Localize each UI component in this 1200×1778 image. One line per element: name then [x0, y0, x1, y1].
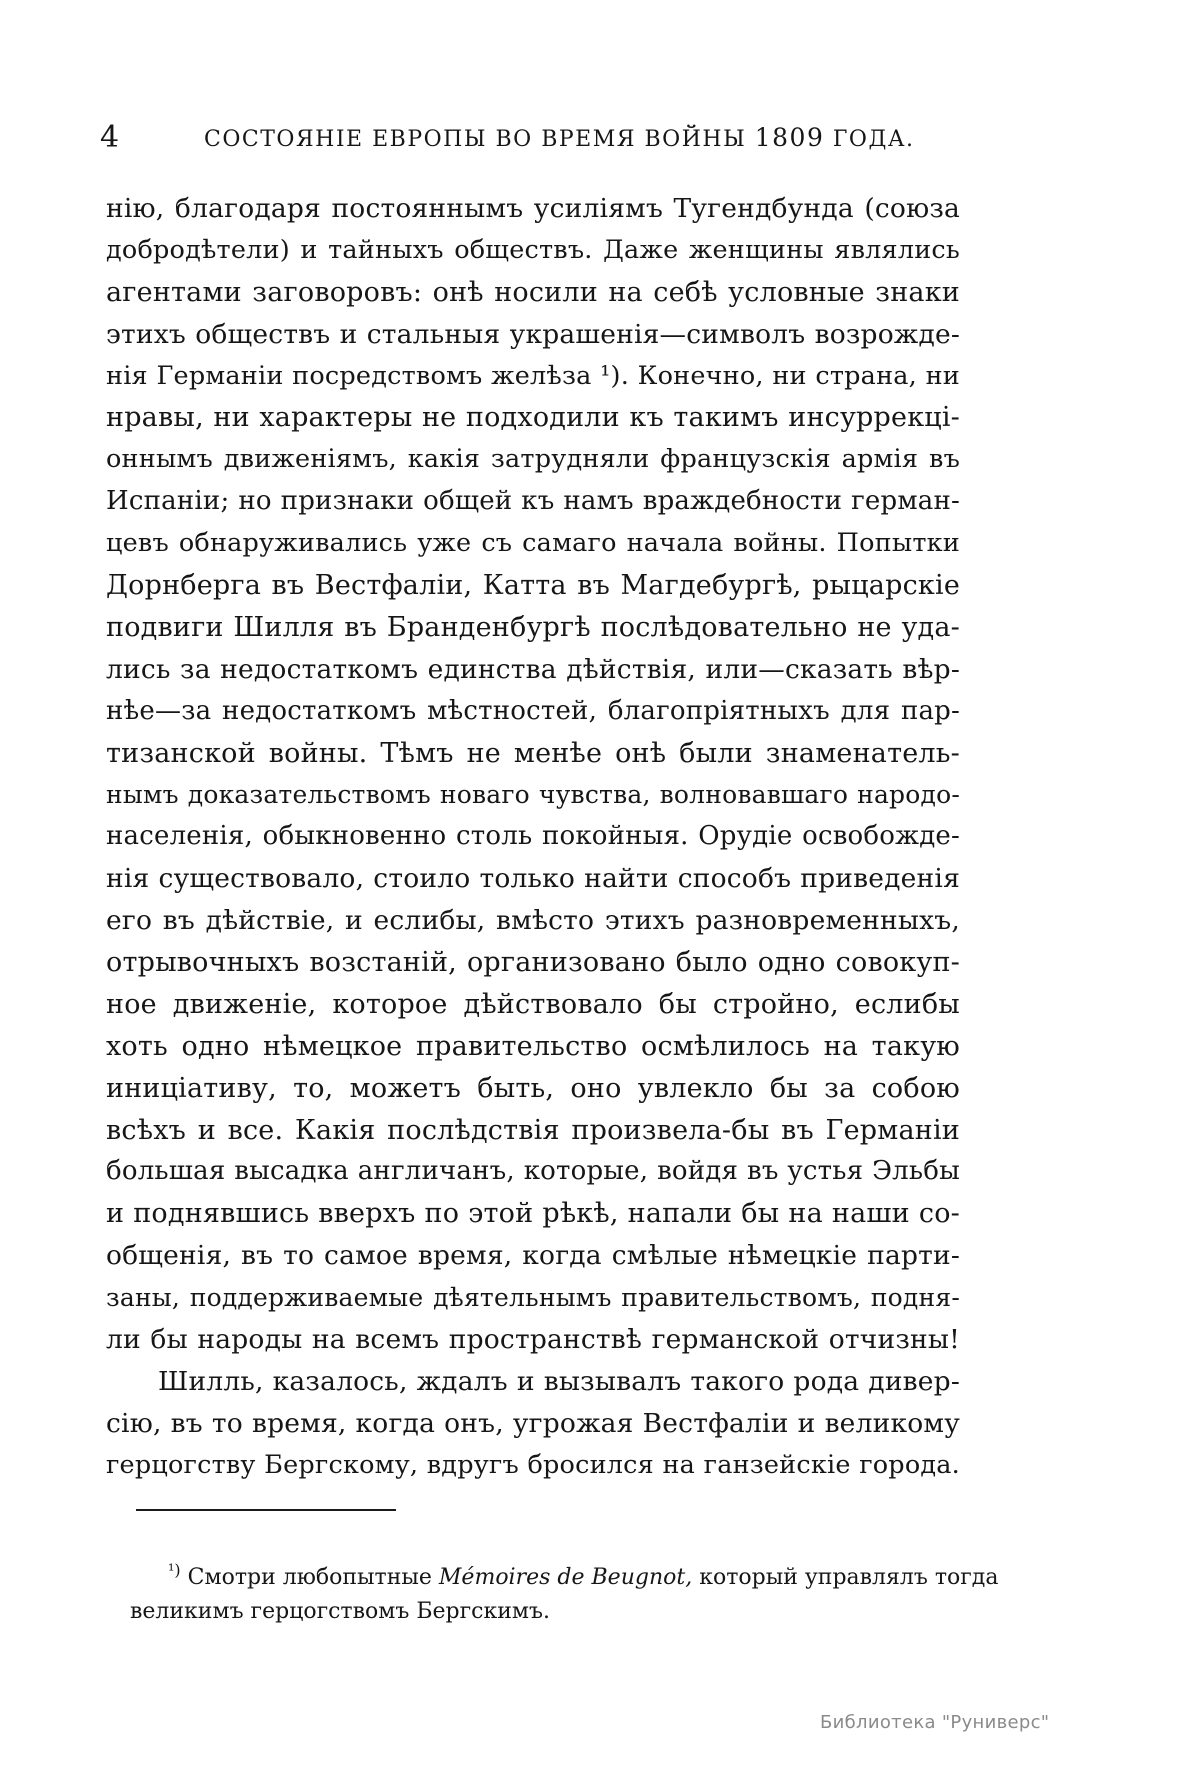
text-line: нія существовало, стоило только найти способъ приведенія [106, 863, 960, 895]
text-line: нія Германіи посредствомъ желѣза ¹). Конечно, ни страна, ни [106, 360, 960, 391]
text-line: ли бы народы на всемъ пространствѣ германской отчизны! [106, 1324, 960, 1356]
footnote-text-after: который управлялъ тогда [692, 1565, 999, 1590]
text-line: заны, поддерживаемые дѣятельнымъ правительствомъ, подня- [106, 1283, 960, 1313]
page-number: 4 [100, 120, 120, 155]
text-line: хоть одно нѣмецкое правительство осмѣлилось на такую [106, 1030, 960, 1062]
text-line: лись за недостаткомъ единства дѣйствія, или—сказать вѣр- [106, 653, 960, 685]
text-line: общенія, въ то самое время, когда смѣлые нѣмецкіе парти- [106, 1240, 960, 1272]
footnote-mark: ¹) [168, 1560, 181, 1580]
body-text [106, 188, 960, 1487]
text-line: его въ дѣйствіе, и еслибы, вмѣсто этихъ разновременныхъ, [106, 905, 960, 937]
running-head-end: ГОДА. [824, 127, 915, 152]
text-line: нію, благодаря постояннымъ усиліямъ Тугендбунда (союза [106, 193, 960, 224]
text-line: отрывочныхъ возстаній, организовано было одно совокуп- [106, 947, 960, 979]
text-line: и поднявшись вверхъ по этой рѣкѣ, напали бы на наши со- [106, 1198, 960, 1230]
footnote-line [130, 1560, 999, 1595]
text-line: добродѣтели) и тайныхъ обществъ. Даже женщины являлись [106, 234, 960, 265]
text-line: населенія, обыкновенно столь покойныя. Орудіе освобожде- [106, 821, 960, 852]
footnote-line: великимъ герцогствомъ Бергскимъ. [130, 1599, 550, 1624]
text-line: ное движеніе, которое дѣйствовало бы стройно, еслибы [106, 988, 960, 1020]
text-line: герцогству Бергскому, вдругъ бросился на ганзейскіе города. [106, 1449, 960, 1480]
text-line: Дорнберга въ Вестфаліи, Катта въ Магдебургѣ, рыцарскіе [106, 570, 960, 602]
library-watermark: Библиотека "Руниверс" [820, 1712, 1050, 1733]
text-line: иниціативу, то, можетъ быть, оно увлекло бы за собою [106, 1072, 960, 1104]
text-line: большая высадка англичанъ, которые, войдя въ устья Эльбы [106, 1156, 960, 1187]
footnote [130, 1560, 999, 1629]
text-line: оннымъ движеніямъ, какія затрудняли французскія армія въ [106, 444, 960, 475]
running-head [204, 118, 915, 160]
page-header [100, 118, 960, 158]
text-line: агентами заговоровъ: онѣ носили на себѣ условные знаки [106, 276, 960, 308]
text-line: сію, въ то время, когда онъ, угрожая Вестфаліи и великому [106, 1407, 960, 1439]
footnote-title: Mémoires de Beugnot, [438, 1565, 693, 1590]
text-line: цевъ обнаруживались уже съ самаго начала войны. Попытки [106, 528, 960, 559]
text-line: нѣе—за недостаткомъ мѣстностей, благопріятныхъ для пар- [106, 695, 960, 726]
footnote-divider [136, 1509, 396, 1511]
text-line: нравы, ни характеры не подходили къ такимъ инсуррекці- [106, 402, 960, 434]
text-line: Испаніи; но признаки общей къ намъ враждебности герман- [106, 486, 960, 517]
text-line: нымъ доказательствомъ новаго чувства, волновавшаго народо- [106, 780, 960, 810]
text-line: этихъ обществъ и стальныя украшенія—символъ возрожде- [106, 318, 960, 350]
footnote-text: Смотри любопытные [180, 1565, 439, 1590]
text-line: всѣхъ и все. Какія послѣдствія произвела-бы въ Германіи [106, 1114, 960, 1146]
running-head-text: СОСТОЯНІЕ ЕВРОПЫ ВО ВРЕМЯ ВОЙНЫ [204, 127, 755, 152]
text-line: Шилль, казалось, ждалъ и вызывалъ такого рода дивер- [158, 1365, 960, 1397]
running-head-year: 1809 [754, 123, 825, 152]
text-line: тизанской войны. Тѣмъ не менѣе онѣ были знаменатель- [106, 737, 960, 769]
text-line: подвиги Шилля въ Бранденбургѣ послѣдовательно не уда- [106, 611, 960, 643]
